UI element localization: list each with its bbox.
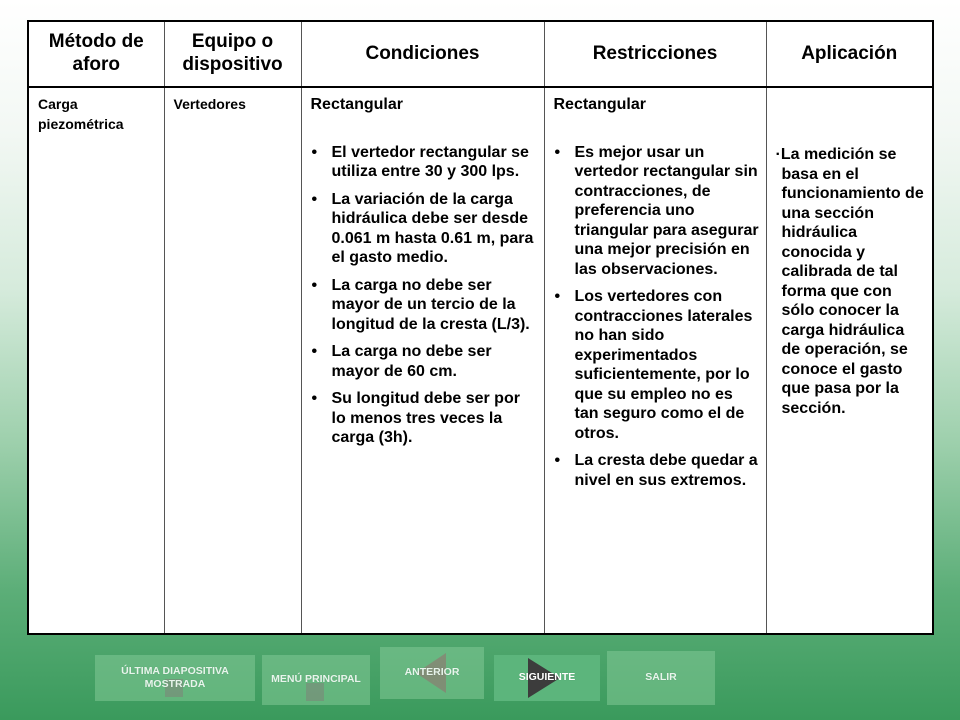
bullet-icon: • <box>311 343 318 361</box>
next-button[interactable] <box>494 655 600 701</box>
list-item <box>311 389 538 448</box>
table-row <box>28 87 933 634</box>
condiciones-item-text: La carga no debe ser mayor de 60 cm. <box>331 343 492 380</box>
bullet-icon: • <box>311 276 318 294</box>
restricciones-item-text: Los vertedores con contracciones laterales no han sido experimentados suficientemente, por lo que su empleo no es tan seguro como el de otros. <box>574 288 753 442</box>
last-viewed-slide-label: ÚLTIMA DIAPOSITIVA MOSTRADA <box>121 664 229 690</box>
header-equipo: Equipo o dispositivo <box>164 21 301 87</box>
list-item <box>554 451 760 490</box>
bullet-icon: • <box>311 190 318 208</box>
cell-condiciones <box>301 87 544 634</box>
list-item <box>311 276 538 335</box>
bullet-icon: • <box>554 288 561 306</box>
restricciones-item-text: Es mejor usar un vertedor rectangular sin contracciones, de preferencia uno triangular para asegurar una mejor precisión en las observaciones. <box>574 143 759 278</box>
comparison-table <box>27 20 934 635</box>
restricciones-heading: Rectangular <box>553 96 646 113</box>
header-restricciones: Restricciones <box>544 21 766 87</box>
bullet-icon: • <box>554 143 561 161</box>
last-viewed-slide-button[interactable] <box>95 655 255 701</box>
navigation-bar <box>0 645 960 705</box>
aplicacion-text: ·La medición se basa en el funcionamiento de una sección hidráulica conocida y calibrada de tal forma que con sólo conocer la carga hidráulica de operación, se conoce el gasto que pasa por la sección. <box>775 146 924 417</box>
bullet-icon: • <box>311 143 318 161</box>
condiciones-list <box>311 143 538 448</box>
next-label: SIGUIENTE <box>518 671 576 684</box>
table-header-row <box>28 21 933 87</box>
previous-button[interactable] <box>380 647 484 699</box>
exit-button[interactable] <box>607 651 715 705</box>
header-condiciones: Condiciones <box>301 21 544 87</box>
cell-restricciones <box>544 87 766 634</box>
main-menu-button[interactable] <box>262 655 370 705</box>
restricciones-item-text: La cresta debe quedar a nivel en sus extremos. <box>574 452 758 489</box>
condiciones-item-text: El vertedor rectangular se utiliza entre 30 y 300 lps. <box>331 143 529 181</box>
cell-aplicacion <box>766 87 933 634</box>
header-aplicacion: Aplicación <box>766 21 933 87</box>
condiciones-heading: Rectangular <box>310 96 403 113</box>
list-item <box>311 143 538 182</box>
cell-equipo: Vertedores <box>164 87 301 634</box>
previous-label: ANTERIOR <box>404 666 460 679</box>
list-item <box>554 287 760 443</box>
header-metodo: Método de aforo <box>28 21 164 87</box>
bullet-icon: • <box>311 390 318 408</box>
list-item <box>311 190 538 268</box>
exit-label: SALIR <box>645 671 677 684</box>
main-menu-label: MENÚ PRINCIPAL <box>271 673 361 686</box>
bullet-icon: • <box>554 452 561 470</box>
restricciones-list <box>554 143 760 491</box>
cell-metodo: Carga piezométrica <box>28 87 164 634</box>
condiciones-item-text: La carga no debe ser mayor de un tercio de la longitud de la cresta (L/3). <box>331 276 530 333</box>
condiciones-item-text: La variación de la carga hidráulica debe ser desde 0.061 m hasta 0.61 m, para el gasto medio. <box>331 190 534 267</box>
condiciones-item-text: Su longitud debe ser por lo menos tres veces la carga (3h). <box>331 390 520 447</box>
list-item <box>554 143 760 280</box>
list-item <box>311 342 538 381</box>
